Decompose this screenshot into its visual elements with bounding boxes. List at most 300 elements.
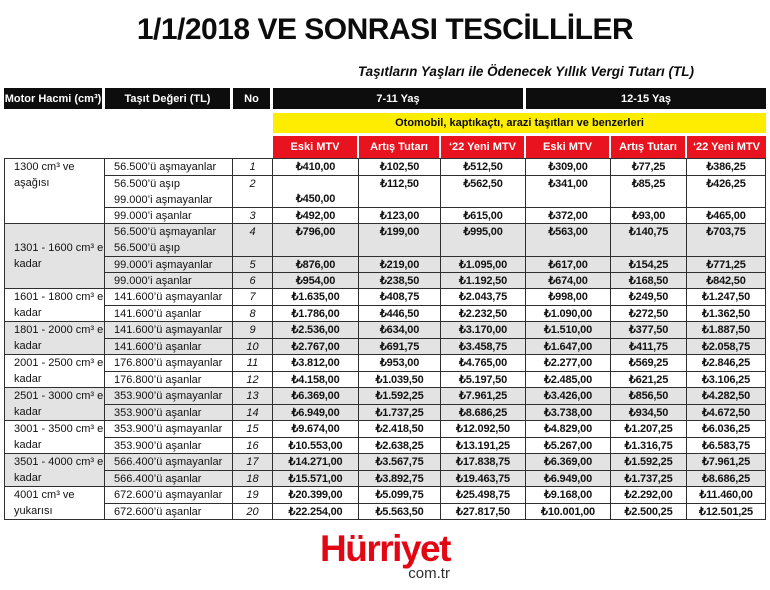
tasit-degeri-line: 672.600’ü aşmayanlar xyxy=(114,489,223,501)
tasit-degeri-line: 141.600’ü aşmayanlar xyxy=(114,324,223,336)
row-no xyxy=(233,487,273,503)
table-body xyxy=(4,158,766,520)
value-cell xyxy=(526,487,611,503)
value-cell xyxy=(441,438,526,453)
value-text: ₺1.592,25 xyxy=(624,456,673,468)
value-text: ₺3.426,00 xyxy=(543,390,593,402)
value-cell xyxy=(687,224,766,256)
value-text: ₺408,75 xyxy=(379,291,420,303)
value-text: ₺93,00 xyxy=(631,209,666,222)
tasit-degeri-line: 141.600’ü aşanlar xyxy=(114,307,202,320)
row-no-text: 16 xyxy=(246,439,259,452)
value-text: ₺954,00 xyxy=(295,274,336,287)
engine-size-group xyxy=(5,321,766,354)
tasit-degeri-cell xyxy=(105,273,233,288)
value-text: ₺6.369,00 xyxy=(543,456,593,468)
value-text: ₺102,50 xyxy=(379,161,420,173)
value-text: ₺2.277,00 xyxy=(543,357,593,369)
value-cell xyxy=(526,176,611,207)
value-text: ₺8.686,25 xyxy=(701,472,751,485)
header-tasit-degeri: Taşıt Değeri (TL) xyxy=(105,88,233,109)
value-text: ₺11.460,00 xyxy=(699,489,753,501)
value-cell xyxy=(687,372,766,387)
engine-size-group xyxy=(5,420,766,453)
value-text: ₺1.887,50 xyxy=(701,324,751,336)
value-text: ₺140,75 xyxy=(628,226,669,238)
value-cell xyxy=(359,471,441,486)
value-text: ₺2.846,25 xyxy=(701,357,751,369)
value-text: ₺465,00 xyxy=(706,209,746,222)
value-text: ₺876,00 xyxy=(295,258,336,271)
row-no xyxy=(233,257,273,272)
value-cell xyxy=(526,322,611,338)
motor-hacmi-line: kadar xyxy=(14,472,42,484)
value-cell xyxy=(687,454,766,470)
tasit-degeri-cell xyxy=(105,322,233,338)
tasit-degeri-line: 99.000’i aşanlar xyxy=(114,209,192,222)
row-no xyxy=(233,438,273,453)
value-text: ₺1.095,00 xyxy=(458,258,508,271)
value-cell xyxy=(441,224,526,256)
value-cell xyxy=(611,471,687,486)
value-text: ₺2.638,25 xyxy=(375,439,424,452)
group-rows xyxy=(105,355,766,387)
value-text: ₺2.292,00 xyxy=(624,489,673,501)
row-no-text: 18 xyxy=(246,472,259,485)
value-cell xyxy=(359,306,441,321)
row-no-text: 13 xyxy=(246,390,259,402)
value-cell xyxy=(611,224,687,256)
row-no xyxy=(233,355,273,371)
value-text: ₺3.892,75 xyxy=(375,472,424,485)
row-no xyxy=(233,471,273,486)
row-no-text: 19 xyxy=(246,489,259,501)
value-cell xyxy=(611,405,687,420)
value-cell xyxy=(687,504,766,519)
value-cell xyxy=(441,322,526,338)
motor-hacmi-cell xyxy=(5,487,105,519)
value-text: ₺309,00 xyxy=(548,161,588,173)
value-cell xyxy=(526,339,611,354)
value-cell xyxy=(526,372,611,387)
motor-hacmi-line: kadar xyxy=(14,439,42,451)
engine-size-group xyxy=(5,354,766,387)
value-text: ₺22.254,00 xyxy=(288,505,343,518)
value-text: ₺6.583,75 xyxy=(701,439,751,452)
value-cell xyxy=(611,504,687,519)
value-cell xyxy=(359,355,441,371)
value-text: ₺621,25 xyxy=(628,373,669,386)
motor-hacmi-line: 4001 cm³ ve xyxy=(14,489,75,501)
vehicle-class-banner-row xyxy=(4,113,766,133)
hurriyet-logo xyxy=(0,528,770,583)
motor-hacmi-cell xyxy=(5,224,105,288)
row-no-text: 12 xyxy=(246,373,259,386)
value-cell xyxy=(611,487,687,503)
tasit-degeri-line: 56.500’ü aşıp xyxy=(114,178,181,190)
mtv-table xyxy=(4,88,766,520)
value-text: ₺238,50 xyxy=(379,274,420,287)
value-cell xyxy=(273,322,359,338)
value-text: ₺372,00 xyxy=(548,209,588,222)
subheader-left-spacer xyxy=(4,136,273,158)
tasit-degeri-cell xyxy=(105,471,233,486)
value-text: ₺2.500,25 xyxy=(624,505,673,518)
row-no-text: 11 xyxy=(246,357,259,369)
engine-size-group xyxy=(5,453,766,486)
value-cell xyxy=(526,438,611,453)
value-cell xyxy=(273,421,359,437)
value-text: ₺154,25 xyxy=(628,258,669,271)
row-no xyxy=(233,208,273,223)
value-text: ₺569,25 xyxy=(628,357,669,369)
value-cell xyxy=(687,176,766,207)
tasit-degeri-line: 176.800’ü aşmayanlar xyxy=(114,357,223,369)
value-text: ₺9.168,00 xyxy=(543,489,593,501)
value-text: ₺7.961,25 xyxy=(701,456,751,468)
table-row xyxy=(105,437,766,453)
row-no-text: 14 xyxy=(246,406,259,419)
value-cell xyxy=(441,208,526,223)
tasit-degeri-cell xyxy=(105,289,233,305)
value-text: ₺5.563,50 xyxy=(375,505,424,518)
motor-hacmi-cell xyxy=(5,355,105,387)
value-cell xyxy=(273,306,359,321)
value-text: ₺123,00 xyxy=(379,209,420,222)
row-no-text: 20 xyxy=(246,505,259,518)
table-row xyxy=(105,388,766,404)
engine-size-group xyxy=(5,288,766,321)
motor-hacmi-line: 2001 - 2500 cm³ e xyxy=(14,357,104,369)
row-no xyxy=(233,504,273,519)
banner-left-spacer xyxy=(4,113,273,133)
value-cell xyxy=(441,355,526,371)
row-no xyxy=(233,405,273,420)
value-text: ₺856,50 xyxy=(628,390,669,402)
tasit-degeri-cell xyxy=(105,159,233,175)
tasit-degeri-line: 56.500’ü aşmayanlar xyxy=(114,226,217,238)
value-text: ₺634,00 xyxy=(379,324,420,336)
value-cell xyxy=(273,257,359,272)
tasit-degeri-cell xyxy=(105,257,233,272)
value-cell xyxy=(441,339,526,354)
row-no-text: 8 xyxy=(249,307,256,320)
table-row xyxy=(105,421,766,437)
value-text: ₺112,50 xyxy=(380,178,419,190)
value-text: ₺934,50 xyxy=(628,406,669,419)
tasit-degeri-line: 353.900’ü aşmayanlar xyxy=(114,390,223,402)
motor-hacmi-line: kadar xyxy=(14,307,42,319)
row-no xyxy=(233,273,273,288)
page-title: 1/1/2018 VE SONRASI TESCİLLİLER xyxy=(136,13,634,46)
engine-size-group xyxy=(5,486,766,519)
value-text: ₺377,50 xyxy=(628,324,669,336)
table-row xyxy=(105,289,766,305)
value-cell xyxy=(611,438,687,453)
value-cell xyxy=(359,388,441,404)
value-text: ₺5.197,50 xyxy=(458,373,508,386)
table-row xyxy=(105,256,766,272)
tasit-degeri-line: 141.600’ü aşmayanlar xyxy=(114,291,223,303)
value-cell xyxy=(611,454,687,470)
subheader-eski-mtv-2: Eski MTV xyxy=(526,136,611,158)
motor-hacmi-line: kadar xyxy=(14,406,42,418)
value-text: ₺85,25 xyxy=(631,178,666,190)
tasit-degeri-cell xyxy=(105,208,233,223)
value-cell xyxy=(359,176,441,207)
row-no xyxy=(233,289,273,305)
value-text: ₺1.510,00 xyxy=(543,324,593,336)
motor-hacmi-cell xyxy=(5,289,105,321)
value-cell xyxy=(359,289,441,305)
value-cell xyxy=(441,487,526,503)
value-cell xyxy=(273,159,359,175)
value-text: ₺615,00 xyxy=(463,209,503,222)
value-text: ₺19.463,75 xyxy=(456,472,510,485)
row-no xyxy=(233,388,273,404)
value-text: ₺411,75 xyxy=(629,340,668,353)
value-text: ₺3.458,75 xyxy=(458,340,508,353)
value-cell xyxy=(611,322,687,338)
value-text: ₺562,50 xyxy=(463,178,503,190)
value-cell xyxy=(359,224,441,256)
row-no xyxy=(233,322,273,338)
table-row xyxy=(105,404,766,420)
value-cell xyxy=(526,257,611,272)
value-cell xyxy=(273,289,359,305)
value-text: ₺168,50 xyxy=(628,274,669,287)
row-no-text: 3 xyxy=(249,209,256,222)
row-no xyxy=(233,339,273,354)
value-text: ₺1.737,25 xyxy=(624,472,673,485)
value-cell xyxy=(273,471,359,486)
value-text: ₺995,00 xyxy=(463,226,503,238)
value-cell xyxy=(273,487,359,503)
motor-hacmi-line: kadar xyxy=(14,340,42,352)
value-cell xyxy=(359,421,441,437)
value-text: ₺3.106,25 xyxy=(701,373,751,386)
value-cell xyxy=(359,372,441,387)
tasit-degeri-line: 56.500’ü aşıp xyxy=(114,242,181,254)
value-text: ₺1.635,00 xyxy=(291,291,340,303)
value-cell xyxy=(273,438,359,453)
value-cell xyxy=(526,405,611,420)
table-row xyxy=(105,272,766,288)
row-no xyxy=(233,421,273,437)
table-row xyxy=(105,338,766,354)
motor-hacmi-line: 3001 - 3500 cm³ e xyxy=(14,423,104,435)
table-row xyxy=(105,355,766,371)
group-rows xyxy=(105,487,766,519)
value-text: ₺6.949,00 xyxy=(543,472,593,485)
row-no-text: 2 xyxy=(249,178,256,190)
value-cell xyxy=(611,208,687,223)
tasit-degeri-line: 99.000’i aşmayanlar xyxy=(114,258,213,271)
value-cell xyxy=(273,372,359,387)
motor-hacmi-line: 1300 cm³ ve xyxy=(14,161,75,173)
row-no-text: 5 xyxy=(249,258,256,271)
table-row xyxy=(105,322,766,338)
value-cell xyxy=(687,438,766,453)
value-text: ₺4.765,00 xyxy=(458,357,508,369)
group-rows xyxy=(105,224,766,288)
value-cell xyxy=(359,405,441,420)
value-text: ₺14.271,00 xyxy=(288,456,343,468)
value-text: ₺3.812,00 xyxy=(291,357,340,369)
value-cell xyxy=(687,405,766,420)
value-text: ₺6.949,00 xyxy=(291,406,340,419)
table-row xyxy=(105,224,766,256)
value-cell xyxy=(687,471,766,486)
table-subheader-row xyxy=(4,136,766,158)
value-cell xyxy=(687,289,766,305)
motor-hacmi-line: 2501 - 3000 cm³ e xyxy=(14,390,104,402)
value-text: ₺1.090,00 xyxy=(543,307,593,320)
group-rows xyxy=(105,322,766,354)
subheader-eski-mtv-1: Eski MTV xyxy=(273,136,359,158)
value-text: ₺1.592,25 xyxy=(375,390,424,402)
tasit-degeri-cell xyxy=(105,421,233,437)
value-cell xyxy=(526,289,611,305)
value-text: ₺17.838,75 xyxy=(456,456,510,468)
value-cell xyxy=(687,273,766,288)
value-cell xyxy=(441,471,526,486)
value-cell xyxy=(359,322,441,338)
tasit-degeri-cell xyxy=(105,306,233,321)
motor-hacmi-cell xyxy=(5,322,105,354)
tasit-degeri-cell xyxy=(105,504,233,519)
motor-hacmi-line: 1801 - 2000 cm³ e xyxy=(14,324,104,336)
value-cell xyxy=(441,306,526,321)
value-text: ₺703,75 xyxy=(706,226,746,238)
tasit-degeri-cell xyxy=(105,339,233,354)
table-row xyxy=(105,305,766,321)
value-text: ₺341,00 xyxy=(548,178,588,190)
table-subtitle: Taşıtların Yaşları ile Ödenecek Yıllık Vergi Tutarı (TL) xyxy=(357,64,694,79)
value-text: ₺272,50 xyxy=(628,307,669,320)
row-no xyxy=(233,372,273,387)
value-cell xyxy=(441,159,526,175)
table-header-row xyxy=(4,88,766,109)
value-cell xyxy=(359,487,441,503)
tasit-degeri-cell xyxy=(105,388,233,404)
tasit-degeri-cell xyxy=(105,372,233,387)
value-cell xyxy=(526,355,611,371)
value-text: ₺5.099,75 xyxy=(375,489,424,501)
tasit-degeri-cell xyxy=(105,438,233,453)
tasit-degeri-cell xyxy=(105,487,233,503)
value-cell xyxy=(441,454,526,470)
value-cell xyxy=(273,388,359,404)
value-cell xyxy=(273,405,359,420)
value-cell xyxy=(611,289,687,305)
tasit-degeri-cell xyxy=(105,176,233,207)
value-cell xyxy=(526,421,611,437)
value-text: ₺7.961,25 xyxy=(458,390,508,402)
value-text: ₺1.647,00 xyxy=(543,340,593,353)
value-cell xyxy=(611,176,687,207)
value-text: ₺998,00 xyxy=(548,291,588,303)
value-cell xyxy=(611,421,687,437)
table-row xyxy=(105,487,766,503)
value-cell xyxy=(611,306,687,321)
motor-hacmi-line: 1301 - 1600 cm³ e xyxy=(14,242,104,254)
value-cell xyxy=(526,159,611,175)
value-cell xyxy=(441,504,526,519)
value-cell xyxy=(526,306,611,321)
value-cell xyxy=(441,421,526,437)
value-text: ₺1.192,50 xyxy=(458,274,508,287)
tasit-degeri-line: 672.600’ü aşanlar xyxy=(114,505,202,518)
value-text: ₺953,00 xyxy=(379,357,420,369)
value-text: ₺12.501,25 xyxy=(699,505,753,518)
tasit-degeri-line: 566.400’ü aşanlar xyxy=(114,472,202,485)
value-text: ₺77,25 xyxy=(631,161,666,173)
value-text: ₺842,50 xyxy=(706,274,746,287)
row-no-text: 4 xyxy=(249,226,256,238)
value-cell xyxy=(526,208,611,223)
value-cell xyxy=(273,504,359,519)
value-cell xyxy=(611,339,687,354)
group-rows xyxy=(105,289,766,321)
value-cell xyxy=(273,339,359,354)
tasit-degeri-line: 141.600’ü aşanlar xyxy=(114,340,202,353)
value-cell xyxy=(273,355,359,371)
value-cell xyxy=(441,273,526,288)
value-cell xyxy=(611,273,687,288)
value-cell xyxy=(687,208,766,223)
value-text: ₺9.674,00 xyxy=(291,423,340,435)
tasit-degeri-line: 176.800’ü aşanlar xyxy=(114,373,202,386)
row-no-text: 1 xyxy=(249,161,256,173)
value-text: ₺2.767,00 xyxy=(291,340,340,353)
motor-hacmi-line: kadar xyxy=(14,373,42,385)
value-text: ₺796,00 xyxy=(295,226,336,238)
value-cell xyxy=(687,487,766,503)
value-text: ₺3.567,75 xyxy=(375,456,424,468)
tasit-degeri-cell xyxy=(105,454,233,470)
value-cell xyxy=(687,159,766,175)
table-row xyxy=(105,207,766,223)
engine-size-group xyxy=(5,158,766,223)
value-cell xyxy=(441,388,526,404)
tasit-degeri-line: 99.000’i aşmayanlar xyxy=(114,194,213,206)
motor-hacmi-line: aşağısı xyxy=(14,177,50,189)
tasit-degeri-cell xyxy=(105,355,233,371)
value-text: ₺1.786,00 xyxy=(291,307,340,320)
value-cell xyxy=(687,421,766,437)
value-cell xyxy=(359,159,441,175)
value-text: ₺10.553,00 xyxy=(288,439,343,452)
value-text: ₺386,25 xyxy=(706,161,746,173)
value-cell xyxy=(526,224,611,256)
value-cell xyxy=(359,504,441,519)
value-cell xyxy=(359,438,441,453)
tasit-degeri-line: 99.000’i aşanlar xyxy=(114,274,192,287)
value-text: ₺249,50 xyxy=(628,291,669,303)
table-row xyxy=(105,470,766,486)
value-cell xyxy=(526,454,611,470)
motor-hacmi-line: kadar xyxy=(14,258,42,270)
value-text: ₺3.170,00 xyxy=(458,324,508,336)
header-no: No xyxy=(233,88,273,109)
value-text: ₺199,00 xyxy=(379,226,420,238)
tasit-degeri-cell xyxy=(105,405,233,420)
subheader-yeni-mtv-1: ‘22 Yeni MTV xyxy=(441,136,526,158)
value-cell xyxy=(441,372,526,387)
value-cell xyxy=(687,339,766,354)
hurriyet-logo-inner xyxy=(320,528,450,582)
